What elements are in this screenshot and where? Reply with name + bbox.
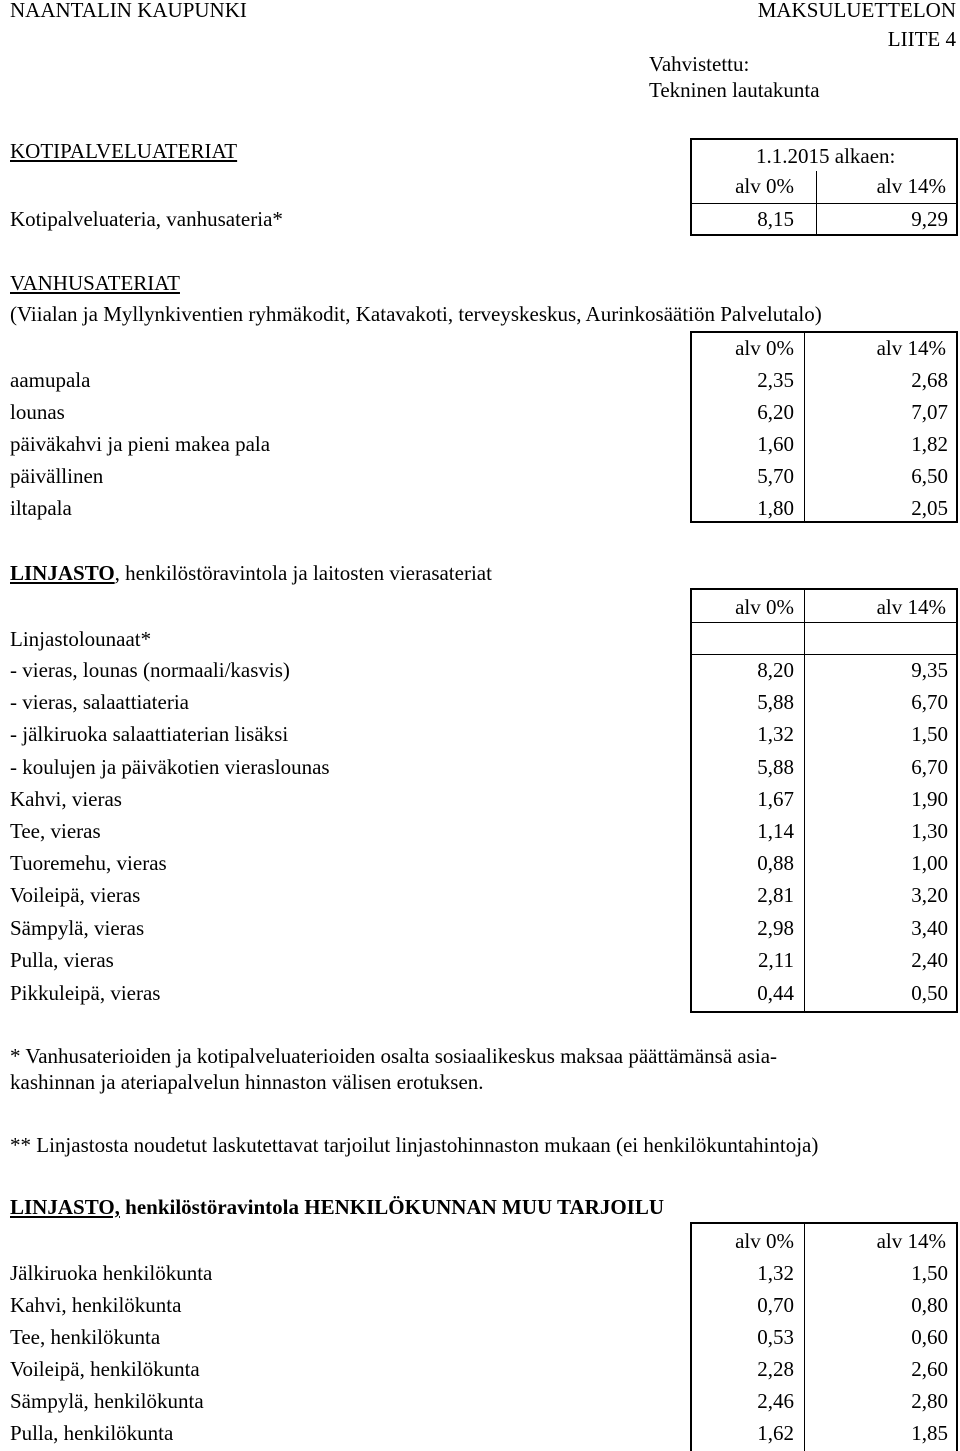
price-alv14: 3,40 [911, 916, 948, 940]
price-alv14: 0,80 [911, 1293, 948, 1317]
price-alv14: 1,50 [911, 1261, 948, 1285]
city-name: NAANTALIN KAUPUNKI [10, 0, 247, 22]
price-alv0: 5,70 [757, 464, 794, 488]
price-alv14: 6,70 [911, 690, 948, 714]
row-label: Kahvi, vieras [10, 787, 122, 811]
price-alv0: 8,15 [757, 207, 794, 231]
price-alv14: 2,60 [911, 1357, 948, 1381]
divider [690, 654, 958, 655]
row-label: - jälkiruoka salaattiaterian lisäksi [10, 722, 289, 746]
price-alv0: 2,81 [757, 883, 794, 907]
vanhus-title: VANHUSATERIAT [10, 271, 180, 295]
price-alv14: 6,50 [911, 464, 948, 488]
row-label: Jälkiruoka henkilökunta [10, 1261, 213, 1285]
column-header-alv0: alv 0% [735, 595, 794, 619]
row-label: Linjastolounaat* [10, 627, 152, 651]
linjasto-title [10, 563, 492, 584]
price-alv0: 0,70 [757, 1293, 794, 1317]
price-alv14: 2,05 [911, 496, 948, 520]
divider [804, 1223, 805, 1451]
price-alv0: 1,14 [757, 819, 794, 843]
price-alv14: 6,70 [911, 755, 948, 779]
footnote-2: ** Linjastosta noudetut laskutettavat tarjoilut linjastohinnaston mukaan (ei henkilökuntahintoja) [10, 1133, 819, 1157]
price-alv0: 5,88 [757, 690, 794, 714]
price-alv14: 9,29 [911, 207, 948, 231]
price-alv14: 2,40 [911, 948, 948, 972]
divider [804, 332, 805, 522]
row-label: Pikkuleipä, vieras [10, 981, 161, 1005]
price-alv0: 2,46 [757, 1389, 794, 1413]
row-label: Tuoremehu, vieras [10, 851, 167, 875]
price-alv0: 0,88 [757, 851, 794, 875]
footnote-1-line-1: * Vanhusaterioiden ja kotipalveluaterioiden osalta sosiaalikeskus maksaa päättämänsä asia- [10, 1044, 778, 1068]
appendix-label: LIITE 4 [887, 27, 956, 51]
price-alv14: 0,50 [911, 981, 948, 1005]
price-alv14: 1,82 [911, 432, 948, 456]
price-alv0: 2,35 [757, 368, 794, 392]
price-alv14: 2,80 [911, 1389, 948, 1413]
price-alv14: 1,85 [911, 1421, 948, 1445]
henkilokunta-title-rest: henkilöstöravintola HENKILÖKUNNAN MUU TARJOILU [119, 1195, 665, 1219]
price-alv0: 2,28 [757, 1357, 794, 1381]
row-label: Voileipä, henkilökunta [10, 1357, 200, 1381]
column-header-alv0: alv 0% [735, 336, 794, 360]
effective-date: 1.1.2015 alkaen: [756, 144, 896, 168]
row-label: Tee, henkilökunta [10, 1325, 161, 1349]
row-label: aamupala [10, 368, 91, 392]
price-alv0: 1,62 [757, 1421, 794, 1445]
price-alv14: 7,07 [911, 400, 948, 424]
row-label: Pulla, henkilökunta [10, 1421, 174, 1445]
price-alv0: 1,60 [757, 432, 794, 456]
price-alv14: 1,30 [911, 819, 948, 843]
row-label: - koulujen ja päiväkotien vieraslounas [10, 755, 330, 779]
price-alv0: 2,98 [757, 916, 794, 940]
price-alv0: 5,88 [757, 755, 794, 779]
column-header-alv14: alv 14% [876, 336, 946, 360]
price-alv14: 1,90 [911, 787, 948, 811]
approved-label: Vahvistettu: [649, 52, 750, 76]
price-alv14: 1,50 [911, 722, 948, 746]
kotipalvelu-title: KOTIPALVELUATERIAT [10, 139, 238, 163]
price-alv0: 0,53 [757, 1325, 794, 1349]
divider [816, 171, 817, 235]
vanhus-subtitle: (Viialan ja Myllynkiventien ryhmäkodit, Katavakoti, terveyskeskus, Aurinkosäätiön Palvelutalo) [10, 302, 822, 326]
price-alv14: 1,00 [911, 851, 948, 875]
row-label: lounas [10, 400, 65, 424]
henkilokunta-title-underlined: LINJASTO, [10, 1195, 120, 1219]
price-alv14: 3,20 [911, 883, 948, 907]
column-header-alv0: alv 0% [735, 174, 794, 198]
divider [804, 589, 805, 1012]
linjasto-title-rest: , henkilöstöravintola ja laitosten vierasateriat [114, 561, 492, 585]
column-header-alv14: alv 14% [876, 174, 946, 198]
row-label: Voileipä, vieras [10, 883, 141, 907]
price-alv14: 0,60 [911, 1325, 948, 1349]
row-label: Sämpylä, vieras [10, 916, 145, 940]
footnote-1-line-2: kashinnan ja ateriapalvelun hinnaston välisen erotuksen. [10, 1070, 484, 1094]
row-label: - vieras, salaattiateria [10, 690, 189, 714]
divider [690, 203, 958, 204]
price-alv0: 2,11 [758, 948, 794, 972]
row-label: iltapala [10, 496, 72, 520]
divider [690, 622, 958, 623]
price-alv0: 8,20 [757, 658, 794, 682]
price-alv0: 6,20 [757, 400, 794, 424]
column-header-alv0: alv 0% [735, 1229, 794, 1253]
henkilokunta-title [10, 1197, 664, 1218]
column-header-alv14: alv 14% [876, 1229, 946, 1253]
approver-name: Tekninen lautakunta [649, 78, 820, 102]
row-label: Kahvi, henkilökunta [10, 1293, 182, 1317]
price-alv0: 1,32 [757, 1261, 794, 1285]
row-label: Sämpylä, henkilökunta [10, 1389, 204, 1413]
row-label: Tee, vieras [10, 819, 101, 843]
row-label: Pulla, vieras [10, 948, 114, 972]
row-label: Kotipalveluateria, vanhusateria* [10, 207, 283, 231]
price-alv0: 1,32 [757, 722, 794, 746]
price-alv0: 1,67 [757, 787, 794, 811]
price-alv14: 2,68 [911, 368, 948, 392]
column-header-alv14: alv 14% [876, 595, 946, 619]
row-label: päiväkahvi ja pieni makea pala [10, 432, 271, 456]
row-label: päivällinen [10, 464, 104, 488]
document-type: MAKSULUETTELON [757, 0, 956, 22]
price-alv0: 1,80 [757, 496, 794, 520]
row-label: - vieras, lounas (normaali/kasvis) [10, 658, 290, 682]
linjasto-title-bold: LINJASTO [10, 561, 115, 585]
price-alv0: 0,44 [757, 981, 794, 1005]
price-alv14: 9,35 [911, 658, 948, 682]
